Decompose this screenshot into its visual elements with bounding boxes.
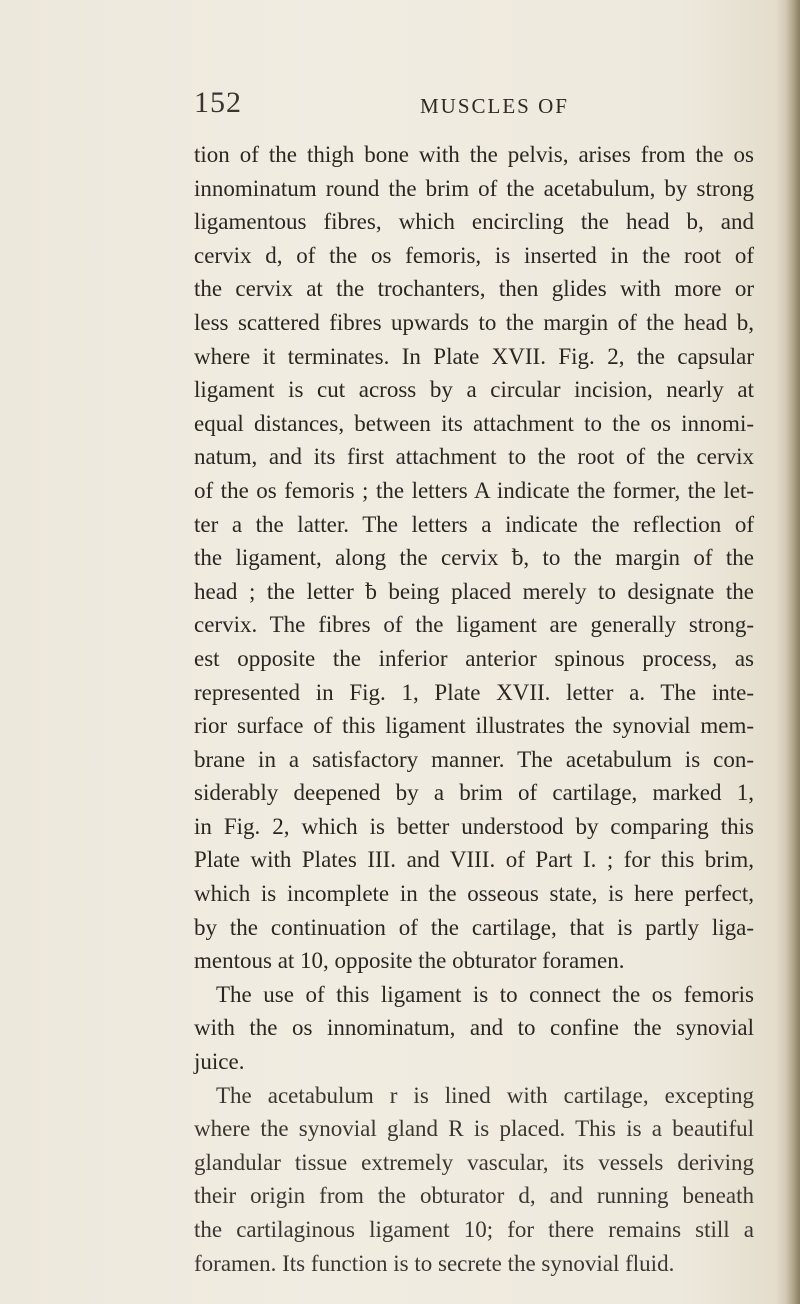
text-line: equal distances, between its attachment to the os innomi- [194,410,754,436]
text-line: siderably deepened by a brim of cartilage, marked 1, [194,780,754,806]
text-line: rior surface of this ligament illustrates the synovial mem- [194,713,754,739]
text-line: where it terminates. In Plate XVII. Fig. 2, the capsular [194,343,754,369]
text-line: est opposite the inferior anterior spinous process, as [194,645,754,671]
text-line: cervix d, of the os femoris, is inserted in the root of [194,242,754,268]
text-line: Plate with Plates III. and VIII. of Part I. ; for this brim, [194,847,754,873]
text-line: juice. [194,1049,245,1075]
text-line: cervix. The fibres of the ligament are generally strong- [194,612,754,638]
text-line: of the os femoris ; the letters A indicate the former, the let- [194,477,754,503]
text-line: ter a the latter. The letters a indicate the reflection of [194,511,754,537]
body-text [194,138,754,1280]
page-number: 152 [194,86,242,119]
text-line: the cervix at the trochanters, then glides with more or [194,276,754,302]
text-line: brane in a satisfactory manner. The acetabulum is con- [194,746,754,772]
text-line: head ; the letter ƀ being placed merely to designate the [194,578,754,604]
text-line: which is incomplete in the osseous state, is here perfect, [194,881,754,907]
text-line: less scattered fibres upwards to the margin of the head b, [194,309,754,335]
text-line: ligamentous fibres, which encircling the head b, and [194,209,754,235]
page-header [194,86,754,126]
running-head: MUSCLES OF [420,94,569,118]
text-line: represented in Fig. 1, Plate XVII. letter a. The inte- [194,679,754,705]
text-line: natum, and its first attachment to the root of the cervix [194,444,754,470]
text-line: innominatum round the brim of the acetabulum, by strong [194,175,754,201]
text-line: in Fig. 2, which is better understood by comparing this [194,813,754,839]
text-line: with the os innominatum, and to confine the synovial [194,1015,754,1041]
text-line: the ligament, along the cervix ƀ, to the margin of the [194,545,754,571]
text-line: mentous at 10, opposite the obturator foramen. [194,948,625,974]
text-line: their origin from the obturator d, and running beneath [194,1183,754,1209]
text-line: The acetabulum r is lined with cartilage, excepting [216,1082,754,1108]
text-line: tion of the thigh bone with the pelvis, arises from the os [194,142,754,167]
text-line: the cartilaginous ligament 10; for there remains still a [194,1217,754,1242]
text-line: The use of this ligament is to connect the os femoris [216,981,754,1007]
text-line: where the synovial gland R is placed. This is a beautiful [194,1116,754,1142]
page-edge-shadow [786,0,800,1304]
text-line: foramen. Its function is to secrete the synovial fluid. [194,1250,675,1276]
text-line: glandular tissue extremely vascular, its vessels deriving [194,1149,754,1175]
text-line: by the continuation of the cartilage, that is partly liga- [194,914,754,940]
text-line: ligament is cut across by a circular incision, nearly at [194,377,754,403]
